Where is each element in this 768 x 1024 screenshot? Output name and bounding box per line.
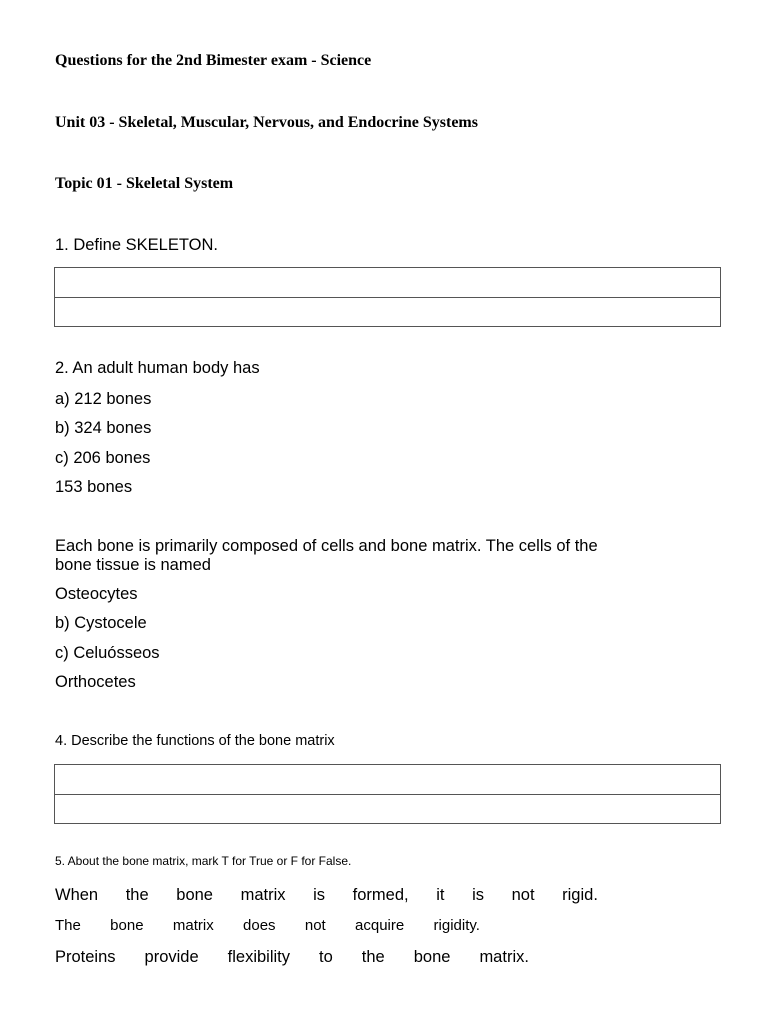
question-1-prompt: 1. Define SKELETON.	[55, 236, 218, 254]
word: rigidity.	[433, 917, 480, 934]
question-3-prompt-line-1: Each bone is primarily composed of cells and bone matrix. The cells of the	[55, 537, 598, 555]
word: does	[243, 917, 276, 934]
word: rigid.	[562, 886, 598, 904]
question-3-option: Orthocetes	[55, 673, 136, 691]
question-2-option: c) 206 bones	[55, 449, 151, 467]
answer-line[interactable]	[55, 297, 720, 326]
answer-line[interactable]	[55, 765, 720, 794]
question-4-prompt: 4. Describe the functions of the bone matrix	[55, 733, 335, 749]
question-3-option: b) Cystocele	[55, 614, 147, 632]
word: formed,	[352, 886, 409, 904]
word: to	[319, 948, 333, 966]
question-4-answer-box[interactable]	[54, 764, 721, 824]
answer-line[interactable]	[55, 794, 720, 823]
question-3-option: Osteocytes	[55, 585, 138, 603]
question-2-option: b) 324 bones	[55, 419, 152, 437]
question-2-option: a) 212 bones	[55, 390, 152, 408]
question-2-prompt: 2. An adult human body has	[55, 359, 260, 377]
word: The	[55, 917, 81, 934]
word: bone	[413, 948, 451, 966]
word: matrix	[172, 917, 214, 934]
word: the	[361, 948, 385, 966]
exam-title: Questions for the 2nd Bimester exam - Science	[55, 52, 372, 69]
question-3-prompt-line-2: bone tissue is named	[55, 556, 211, 574]
question-1-answer-box[interactable]	[54, 267, 721, 327]
word: not	[511, 886, 535, 904]
word: flexibility	[227, 948, 291, 966]
word: acquire	[355, 917, 405, 934]
word: the	[125, 886, 149, 904]
word: bone	[176, 886, 213, 904]
question-5-statement-2	[55, 917, 480, 934]
word: is	[472, 886, 484, 904]
answer-line[interactable]	[55, 268, 720, 297]
question-2-option: 153 bones	[55, 478, 133, 496]
question-3-option: c) Celuósseos	[55, 644, 160, 662]
question-5-statement-1	[55, 886, 598, 905]
word: matrix	[240, 886, 286, 904]
word: matrix.	[479, 948, 529, 966]
word: is	[313, 886, 326, 904]
topic-heading: Topic 01 - Skeletal System	[55, 175, 234, 192]
word: When	[55, 886, 99, 904]
word: Proteins	[55, 948, 116, 966]
question-5-statement-3	[55, 948, 529, 967]
word: it	[436, 886, 445, 904]
question-5-prompt: 5. About the bone matrix, mark T for True or F for False.	[55, 854, 352, 868]
word: not	[304, 917, 326, 934]
word: provide	[144, 948, 199, 966]
unit-heading: Unit 03 - Skeletal, Muscular, Nervous, and Endocrine Systems	[55, 114, 478, 131]
word: bone	[110, 917, 144, 934]
